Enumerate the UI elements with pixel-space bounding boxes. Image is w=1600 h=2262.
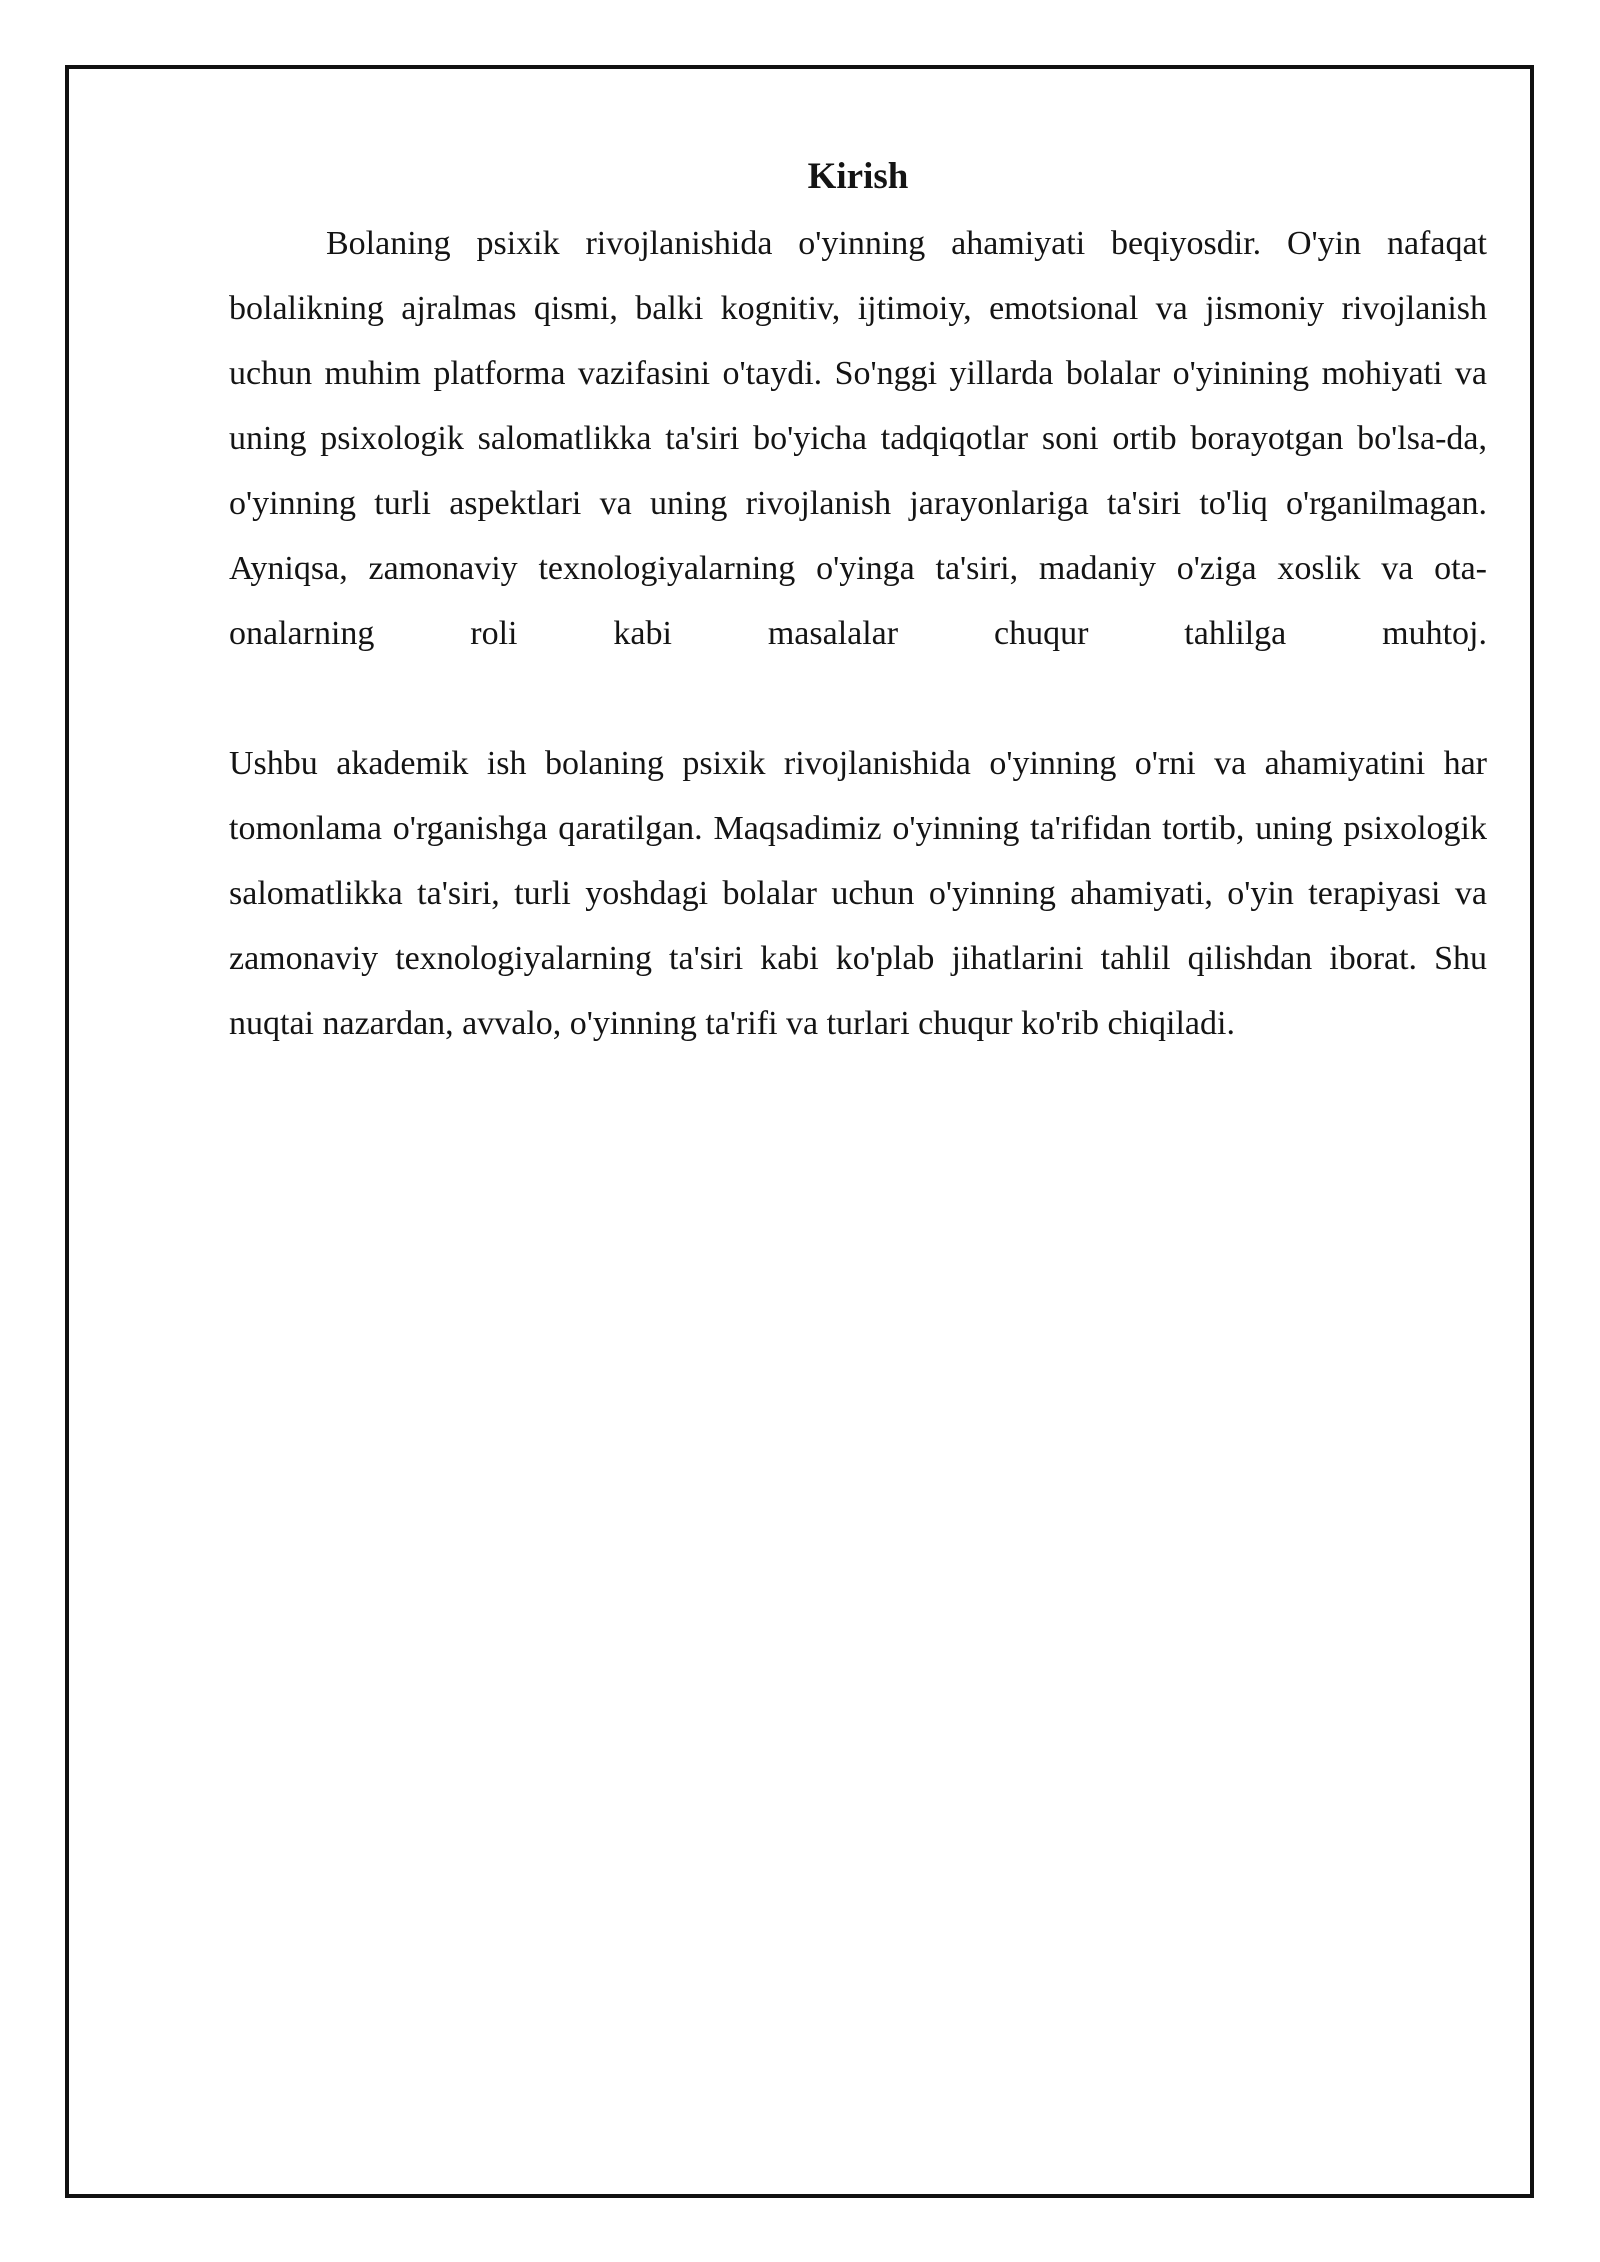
- document-body: [229, 148, 1487, 1056]
- section-title: Kirish: [807, 156, 909, 197]
- paragraph-intro: Bolaning psixik rivojlanishida o'yinning ahamiyati beqiyosdir. O'yin nafaqat bolalikning ajralmas qismi, balki kognitiv, ijtimoiy, emotsional va jismoniy rivojlanish uchun muhim platforma vazifasini o'taydi. So'nggi yillarda bolalar o'yinining mohiyati va uning psixologik salomatlikka ta'siri bo'yicha tadqiqotlar soni ortib borayotgan bo'lsa-da, o'yinning turli aspektlari va uning rivojlanish jarayonlariga ta'siri to'liq o'rganilmagan. Ayniqsa, zamonaviy texnologiyalarning o'yinga ta'siri, madaniy o'ziga xoslik va ota-onalarning roli kabi masalalar chuqur tahlilga muhtoj.: [229, 225, 1487, 652]
- paragraph-aim: Ushbu akademik ish bolaning psixik rivojlanishida o'yinning o'rni va ahamiyatini har tomonlama o'rganishga qaratilgan. Maqsadimiz o'yinning ta'rifidan tortib, uning psixologik salomatlikka ta'siri, turli yoshdagi bolalar uchun o'yinning ahamiyati, o'yin terapiyasi va zamonaviy texnologiyalarning ta'siri kabi ko'plab jihatlarini tahlil qilishdan iborat. Shu nuqtai nazardan, avvalo, o'yinning ta'rifi va turlari chuqur ko'rib chiqiladi.: [229, 745, 1487, 1042]
